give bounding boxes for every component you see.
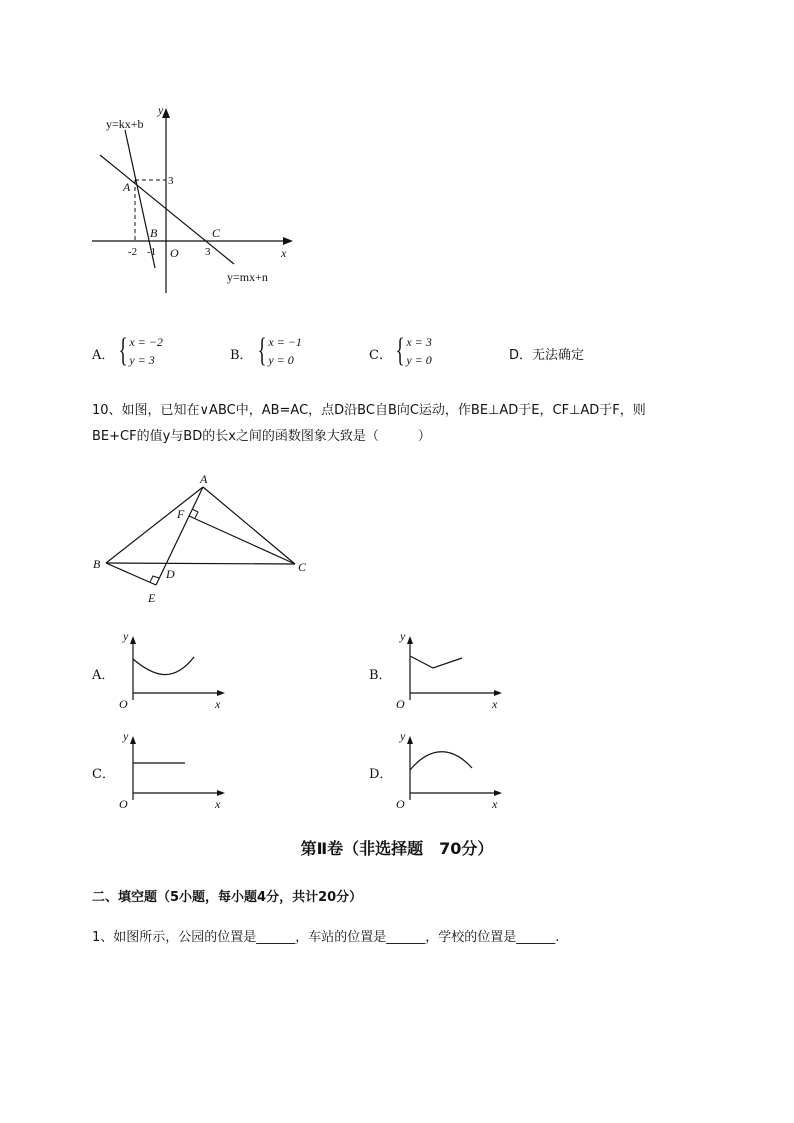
q10-option-d-graph[interactable] <box>390 728 505 813</box>
brace: { <box>118 332 128 369</box>
q10-option-a-label[interactable]: A． <box>92 668 115 683</box>
q9-option-b-label[interactable]: B． <box>230 348 253 363</box>
point-b-label: B <box>150 226 158 240</box>
origin-label: O <box>396 797 405 811</box>
q9-a-y: y = 3 <box>129 353 155 367</box>
vertex-b: B <box>93 557 101 571</box>
label-mx-n: y=mx+n <box>227 270 268 284</box>
broken-line <box>410 656 462 668</box>
x-axis-arrow <box>283 237 293 245</box>
axis-x-label: x <box>492 697 498 711</box>
tick-x-m2: -2 <box>128 246 138 258</box>
q10-option-d-label[interactable]: D． <box>369 767 393 782</box>
q10-text-line2: BE+CF的值y与BD的长x之间的函数图象大致是（ ） <box>92 429 431 444</box>
section2-title: 二、填空题（5小题，每小题4分，共计20分） <box>92 890 363 905</box>
side-ab <box>106 487 203 563</box>
segment-ae <box>156 487 203 585</box>
y-axis-arrow <box>407 636 413 644</box>
q9-option-c-system <box>392 333 432 369</box>
q9-option-d[interactable]: D．无法确定 <box>509 348 585 363</box>
origin-label: O <box>119 797 128 811</box>
axis-x-label: x <box>215 697 221 711</box>
y-axis-arrow <box>130 636 136 644</box>
side-ac <box>203 487 295 564</box>
x-axis-arrow <box>217 690 225 696</box>
line-mx-n <box>100 155 234 264</box>
q10-option-a-graph[interactable] <box>113 628 228 713</box>
curve-arch <box>410 752 472 770</box>
q9-option-c-label[interactable]: C． <box>369 348 392 363</box>
q9-a-x: x = −2 <box>129 335 163 349</box>
q9-option-b-system <box>254 333 302 369</box>
vertex-c: C <box>298 560 307 574</box>
axis-x-label: x <box>215 797 221 811</box>
side-bc <box>106 563 295 564</box>
axis-x-label: x <box>492 797 498 811</box>
tick-y-3: 3 <box>168 175 174 187</box>
tick-x-3: 3 <box>205 246 211 258</box>
axis-x-label: x <box>281 246 287 260</box>
q10-option-c-graph[interactable] <box>113 728 228 813</box>
point-a-label: A <box>123 180 131 194</box>
q9-option-a-system <box>115 333 163 369</box>
q9-b-x: x = −1 <box>268 335 302 349</box>
x-axis-arrow <box>217 790 225 796</box>
q9-c-y: y = 0 <box>406 353 432 367</box>
vertex-d: D <box>166 567 175 581</box>
x-axis-arrow <box>494 790 502 796</box>
segment-cf <box>189 516 295 564</box>
label-kx-b: y=kx+b <box>106 117 144 131</box>
curve-u <box>133 657 194 675</box>
y-axis-arrow <box>130 736 136 744</box>
vertex-a: A <box>200 472 208 486</box>
fill-question-1: 1、如图所示，公园的位置是______，车站的位置是______，学校的位置是______. <box>92 930 560 945</box>
y-axis-arrow <box>407 736 413 744</box>
q10-option-b-label[interactable]: B． <box>369 668 392 683</box>
point-c-label: C <box>212 226 221 240</box>
q9-figure <box>88 100 303 300</box>
axis-y-label: y <box>123 629 129 643</box>
brace: { <box>395 332 405 369</box>
vertex-e: E <box>148 591 156 605</box>
vertex-f: F <box>177 507 185 521</box>
x-axis-arrow <box>494 690 502 696</box>
q10-option-b-graph[interactable] <box>390 628 505 713</box>
segment-be <box>106 563 156 585</box>
brace: { <box>257 332 267 369</box>
axis-y-label: y <box>400 629 406 643</box>
origin-label: O <box>396 697 405 711</box>
q10-text-line1: 10、如图，已知在∨ABC中，AB=AC，点D沿BC自B向C运动，作BE⊥AD于E，CF⊥AD于F，则 <box>92 403 646 418</box>
part2-title: 第Ⅱ卷（非选择题 70分） <box>300 839 494 858</box>
axis-y-label: y <box>158 103 164 117</box>
origin-label: O <box>119 697 128 711</box>
tick-x-m1: -1 <box>147 246 157 258</box>
q10-triangle-figure <box>88 470 318 610</box>
q9-c-x: x = 3 <box>406 335 432 349</box>
origin-label: O <box>170 246 179 260</box>
q9-b-y: y = 0 <box>268 353 294 367</box>
axis-y-label: y <box>400 729 406 743</box>
q9-option-a-label[interactable]: A． <box>92 348 115 363</box>
q10-option-c-label[interactable]: C． <box>92 767 115 782</box>
axis-y-label: y <box>123 729 129 743</box>
right-angle-f <box>192 509 198 518</box>
